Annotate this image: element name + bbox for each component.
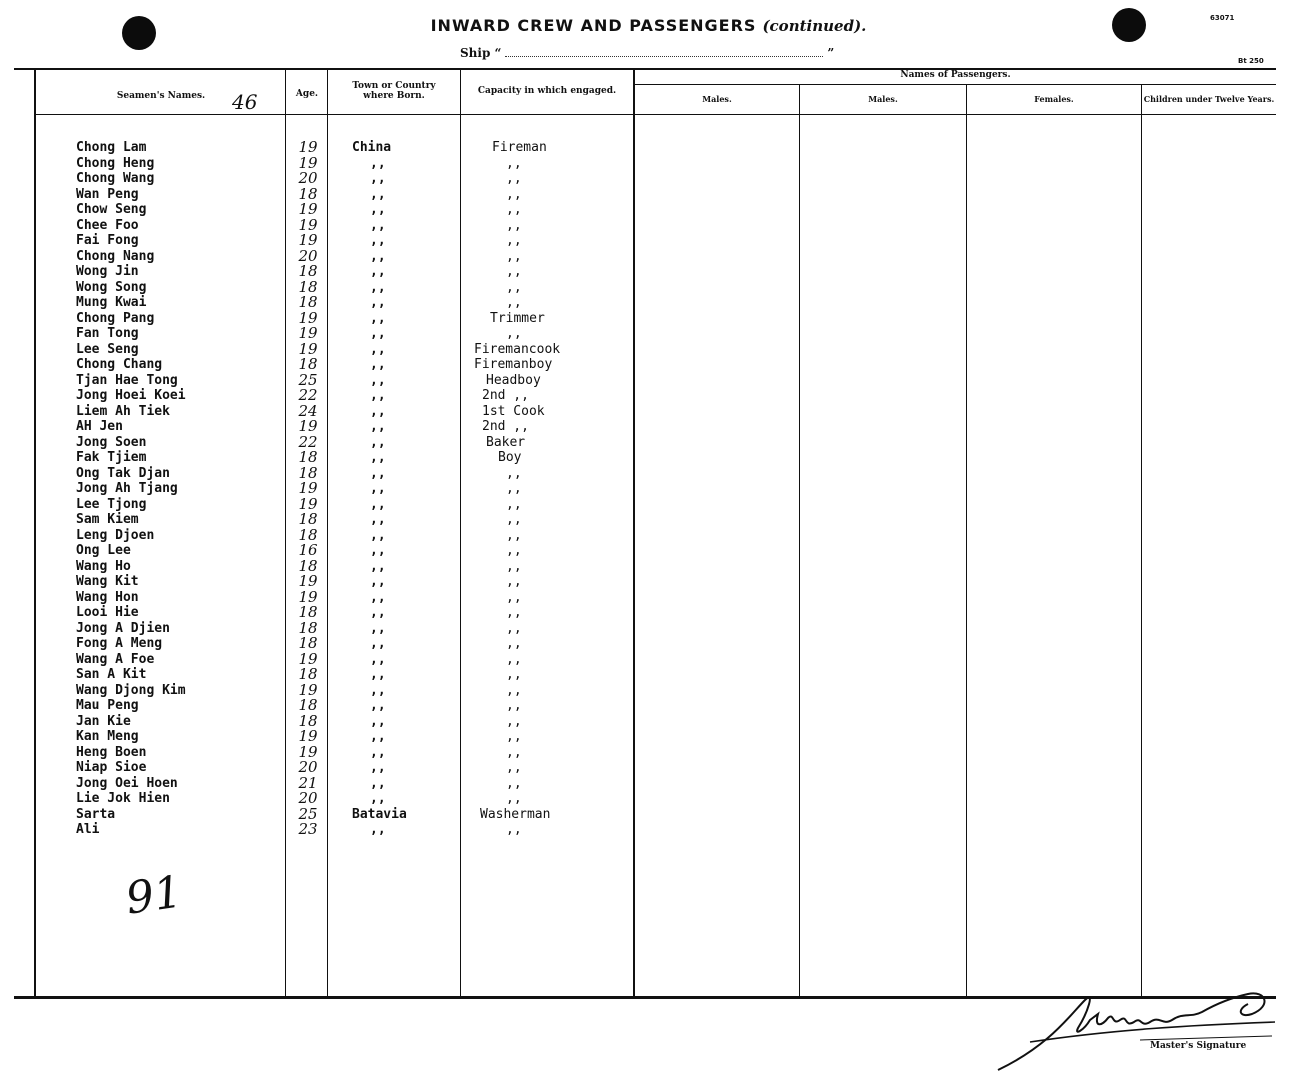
crew-town: ,, [370, 636, 386, 651]
crew-age: 19 [298, 138, 318, 156]
crew-capacity: ,, [506, 326, 522, 341]
crew-town: ,, [370, 698, 386, 713]
crew-capacity: ,, [506, 171, 522, 186]
crew-capacity: Boy [498, 450, 522, 465]
crew-town: ,, [370, 186, 386, 202]
crew-age: 18 [298, 510, 318, 528]
crew-age: 19 [298, 324, 318, 342]
crew-name: San A Kit [76, 667, 147, 682]
header-passengers-group: Names of Passengers. [900, 70, 1011, 80]
crew-name: Leng Djoen [76, 527, 155, 543]
crew-age: 19 [298, 649, 318, 668]
crew-capacity: 2nd ,, [482, 388, 529, 403]
crew-name: Fai Fong [76, 233, 139, 248]
crew-age: 18 [298, 184, 318, 203]
crew-town: ,, [370, 450, 386, 465]
crew-capacity: ,, [506, 233, 522, 248]
crew-town: ,, [370, 481, 386, 496]
crew-age: 19 [298, 339, 318, 358]
crew-capacity: ,, [506, 295, 522, 310]
crew-capacity: ,, [506, 698, 522, 713]
crew-age: 24 [298, 401, 318, 420]
crew-capacity: Baker [486, 434, 526, 450]
crew-age: 21 [298, 773, 318, 792]
crew-name: Wan Peng [76, 186, 139, 202]
crew-capacity: ,, [506, 667, 522, 682]
crew-name: Sam Kiem [76, 512, 139, 527]
crew-capacity: ,, [506, 279, 522, 295]
crew-town: ,, [370, 713, 386, 729]
crew-town: ,, [370, 527, 386, 543]
crew-town: ,, [370, 419, 386, 434]
crew-age: 19 [298, 308, 318, 327]
crew-name: Lee Seng [76, 341, 139, 357]
title-suffix: (continued). [762, 17, 867, 35]
col-rule-females [966, 85, 967, 996]
crew-name: Chong Wang [76, 171, 155, 186]
crew-name: Jong Hoei Koei [76, 388, 186, 403]
crew-town: ,, [370, 341, 386, 357]
crew-capacity: ,, [506, 636, 522, 651]
header-handwritten-note: 46 [232, 90, 258, 114]
crew-town: ,, [370, 574, 386, 589]
crew-name: Ong Lee [76, 543, 131, 558]
crew-age: 18 [298, 696, 318, 714]
crew-town: ,, [370, 372, 386, 388]
crew-town: ,, [370, 155, 386, 171]
crew-capacity: ,, [506, 543, 522, 558]
crew-age: 19 [298, 587, 318, 606]
crew-name: Looi Hie [76, 605, 139, 620]
crew-name: Liem Ah Tiek [76, 403, 170, 419]
crew-town: ,, [370, 744, 386, 760]
crew-name: Lee Tjong [76, 496, 147, 512]
col-rule-males2 [799, 85, 800, 996]
crew-capacity: ,, [506, 589, 522, 605]
crew-age: 19 [298, 200, 318, 218]
crew-age: 19 [298, 417, 318, 435]
crew-age: 18 [298, 711, 318, 730]
crew-capacity: ,, [506, 155, 522, 171]
crew-town: ,, [370, 388, 386, 403]
crew-age: 18 [298, 355, 318, 373]
crew-town: ,, [370, 217, 386, 233]
crew-town: ,, [370, 605, 386, 620]
crew-capacity: ,, [506, 481, 522, 496]
crew-capacity: Firemanboy [474, 357, 553, 372]
crew-name: Wang Hon [76, 589, 139, 605]
crew-name: Wong Jin [76, 264, 139, 279]
crew-town: ,, [370, 729, 386, 744]
crew-capacity: ,, [506, 791, 522, 806]
crew-age: 20 [298, 758, 318, 776]
crew-name: Chow Seng [76, 202, 147, 217]
crew-town: China [352, 140, 392, 155]
page-title [0, 16, 1297, 35]
crew-capacity: ,, [506, 744, 522, 760]
crew-capacity: ,, [506, 729, 522, 744]
crew-name: Jong Ah Tjang [76, 481, 178, 496]
header-age: Age. [295, 89, 319, 99]
crew-name: Mung Kwai [76, 295, 147, 310]
crew-capacity: ,, [506, 186, 522, 202]
crew-town: ,, [370, 233, 386, 248]
crew-name: Ong Tak Djan [76, 465, 170, 481]
crew-capacity: ,, [506, 682, 522, 698]
crew-town: ,, [370, 651, 386, 667]
crew-name: Jong Soen [76, 434, 147, 450]
crew-age: 19 [298, 153, 318, 172]
crew-age: 23 [298, 820, 318, 838]
total-handwritten-note: 91 [122, 866, 186, 925]
header-females: Females. [1034, 94, 1074, 104]
crew-town: ,, [370, 620, 386, 636]
crew-name: Wang Kit [76, 574, 139, 589]
header-seamen-names: Seamen's Names. [116, 91, 206, 101]
crew-age: 19 [298, 479, 318, 497]
crew-capacity: ,, [506, 651, 522, 667]
crew-town: ,, [370, 558, 386, 574]
header-children: Children under Twelve Years. [1143, 94, 1275, 104]
crew-age: 19 [298, 494, 318, 513]
ship-line [460, 46, 834, 60]
ship-name-blank [505, 48, 823, 57]
header-capacity: Capacity in which engaged. [477, 86, 617, 96]
passengers-group-rule [634, 84, 1276, 85]
crew-age: 19 [298, 727, 318, 745]
crew-capacity: ,, [506, 574, 522, 589]
crew-name: Fan Tong [76, 326, 139, 341]
crew-name: Jan Kie [76, 713, 131, 729]
crew-age: 19 [298, 572, 318, 590]
crew-town: ,, [370, 465, 386, 481]
crew-town: ,, [370, 543, 386, 558]
crew-name: Niap Sioe [76, 760, 147, 775]
crew-age: 19 [298, 680, 318, 699]
title-text: INWARD CREW AND PASSENGERS [430, 16, 757, 35]
crew-name: Sarta [76, 806, 116, 822]
crew-age: 18 [298, 277, 318, 296]
crew-name: Heng Boen [76, 744, 147, 760]
crew-name: Lie Jok Hien [76, 791, 170, 806]
crew-capacity: ,, [506, 605, 522, 620]
header-males-1: Males. [702, 94, 732, 104]
crew-town: ,, [370, 279, 386, 295]
ship-close-quote: ” [827, 46, 835, 60]
crew-name: AH Jen [76, 419, 123, 434]
header-males-2: Males. [868, 94, 898, 104]
crew-capacity: ,, [506, 264, 522, 279]
crew-town: ,, [370, 295, 386, 310]
crew-capacity: ,, [506, 248, 522, 264]
crew-capacity: 1st Cook [482, 403, 545, 419]
crew-town: ,, [370, 357, 386, 372]
crew-capacity: ,, [506, 217, 522, 233]
crew-town: ,, [370, 775, 386, 791]
crew-name: Kan Meng [76, 729, 139, 744]
header-town: Town or Country where Born. [352, 81, 436, 101]
crew-name: Wang Djong Kim [76, 682, 186, 698]
crew-name: Mau Peng [76, 698, 139, 713]
crew-age: 19 [298, 215, 318, 234]
crew-name: Chong Pang [76, 310, 155, 326]
crew-name: Jong Oei Hoen [76, 775, 178, 791]
crew-age: 18 [298, 618, 318, 637]
crew-town: ,, [370, 403, 386, 419]
crew-name: Chong Heng [76, 155, 155, 171]
crew-name: Wong Song [76, 279, 147, 295]
crew-town: ,, [370, 667, 386, 682]
crew-capacity: Fireman [492, 140, 547, 155]
crew-name: Ali [76, 822, 100, 837]
crew-town: ,, [370, 326, 386, 341]
crew-age: 16 [298, 541, 318, 559]
master-signature-mark [990, 970, 1280, 1075]
crew-capacity: ,, [506, 527, 522, 543]
crew-capacity: Headboy [486, 372, 541, 388]
crew-age: 25 [298, 370, 318, 389]
crew-age: 20 [298, 246, 318, 265]
crew-town: ,, [370, 791, 386, 806]
crew-capacity: Washerman [480, 806, 551, 822]
ship-label: Ship “ [460, 46, 502, 60]
crew-age: 22 [298, 386, 318, 404]
crew-age: 22 [298, 432, 318, 451]
crew-town: ,, [370, 248, 386, 264]
crew-age: 18 [298, 665, 318, 683]
crew-name: Wang A Foe [76, 651, 155, 667]
crew-capacity: 2nd ,, [482, 419, 529, 434]
crew-town: ,, [370, 264, 386, 279]
crew-capacity: ,, [506, 760, 522, 775]
header-bottom-rule [36, 114, 1276, 115]
crew-town: ,, [370, 682, 386, 698]
crew-capacity: ,, [506, 775, 522, 791]
master-signature-label: Master's Signature [1150, 1041, 1247, 1051]
crew-age: 19 [298, 231, 318, 249]
crew-name: Tjan Hae Tong [76, 372, 178, 388]
crew-name: Fong A Meng [76, 636, 163, 651]
crew-town: ,, [370, 822, 386, 837]
crew-town: ,, [370, 512, 386, 527]
crew-name: Wang Ho [76, 558, 131, 574]
col-rule-children [1141, 85, 1142, 996]
crew-town: ,, [370, 310, 386, 326]
crew-town: ,, [370, 496, 386, 512]
crew-capacity: Firemancook [474, 341, 561, 357]
crew-name: Chee Foo [76, 217, 139, 233]
crew-name: Fak Tjiem [76, 450, 147, 465]
crew-capacity: ,, [506, 822, 522, 837]
crew-age: 18 [298, 293, 318, 311]
crew-age: 18 [298, 634, 318, 652]
crew-name: Chong Chang [76, 357, 163, 372]
crew-town: ,, [370, 589, 386, 605]
crew-capacity: ,, [506, 465, 522, 481]
crew-age: 18 [298, 262, 318, 280]
crew-age: 18 [298, 525, 318, 544]
crew-capacity: ,, [506, 512, 522, 527]
crew-capacity: ,, [506, 620, 522, 636]
crew-age: 20 [298, 789, 318, 807]
crew-name: Chong Nang [76, 248, 155, 264]
crew-name: Jong A Djien [76, 620, 170, 636]
crew-age: 18 [298, 448, 318, 466]
crew-age: 25 [298, 804, 318, 823]
crew-capacity: Trimmer [490, 310, 545, 326]
crew-town: ,, [370, 171, 386, 186]
form-number: 63071 [1210, 14, 1235, 22]
crew-age: 18 [298, 556, 318, 575]
crew-town: ,, [370, 434, 386, 450]
crew-age: 18 [298, 463, 318, 482]
form-code: Bt 250 [1238, 57, 1264, 65]
crew-name: Chong Lam [76, 140, 147, 155]
crew-age: 18 [298, 603, 318, 621]
crew-capacity: ,, [506, 496, 522, 512]
crew-age: 19 [298, 742, 318, 761]
crew-town: Batavia [352, 806, 407, 822]
crew-capacity: ,, [506, 202, 522, 217]
crew-town: ,, [370, 760, 386, 775]
crew-age: 20 [298, 169, 318, 187]
crew-capacity: ,, [506, 713, 522, 729]
crew-row [0, 822, 634, 837]
crew-capacity: ,, [506, 558, 522, 574]
crew-town: ,, [370, 202, 386, 217]
